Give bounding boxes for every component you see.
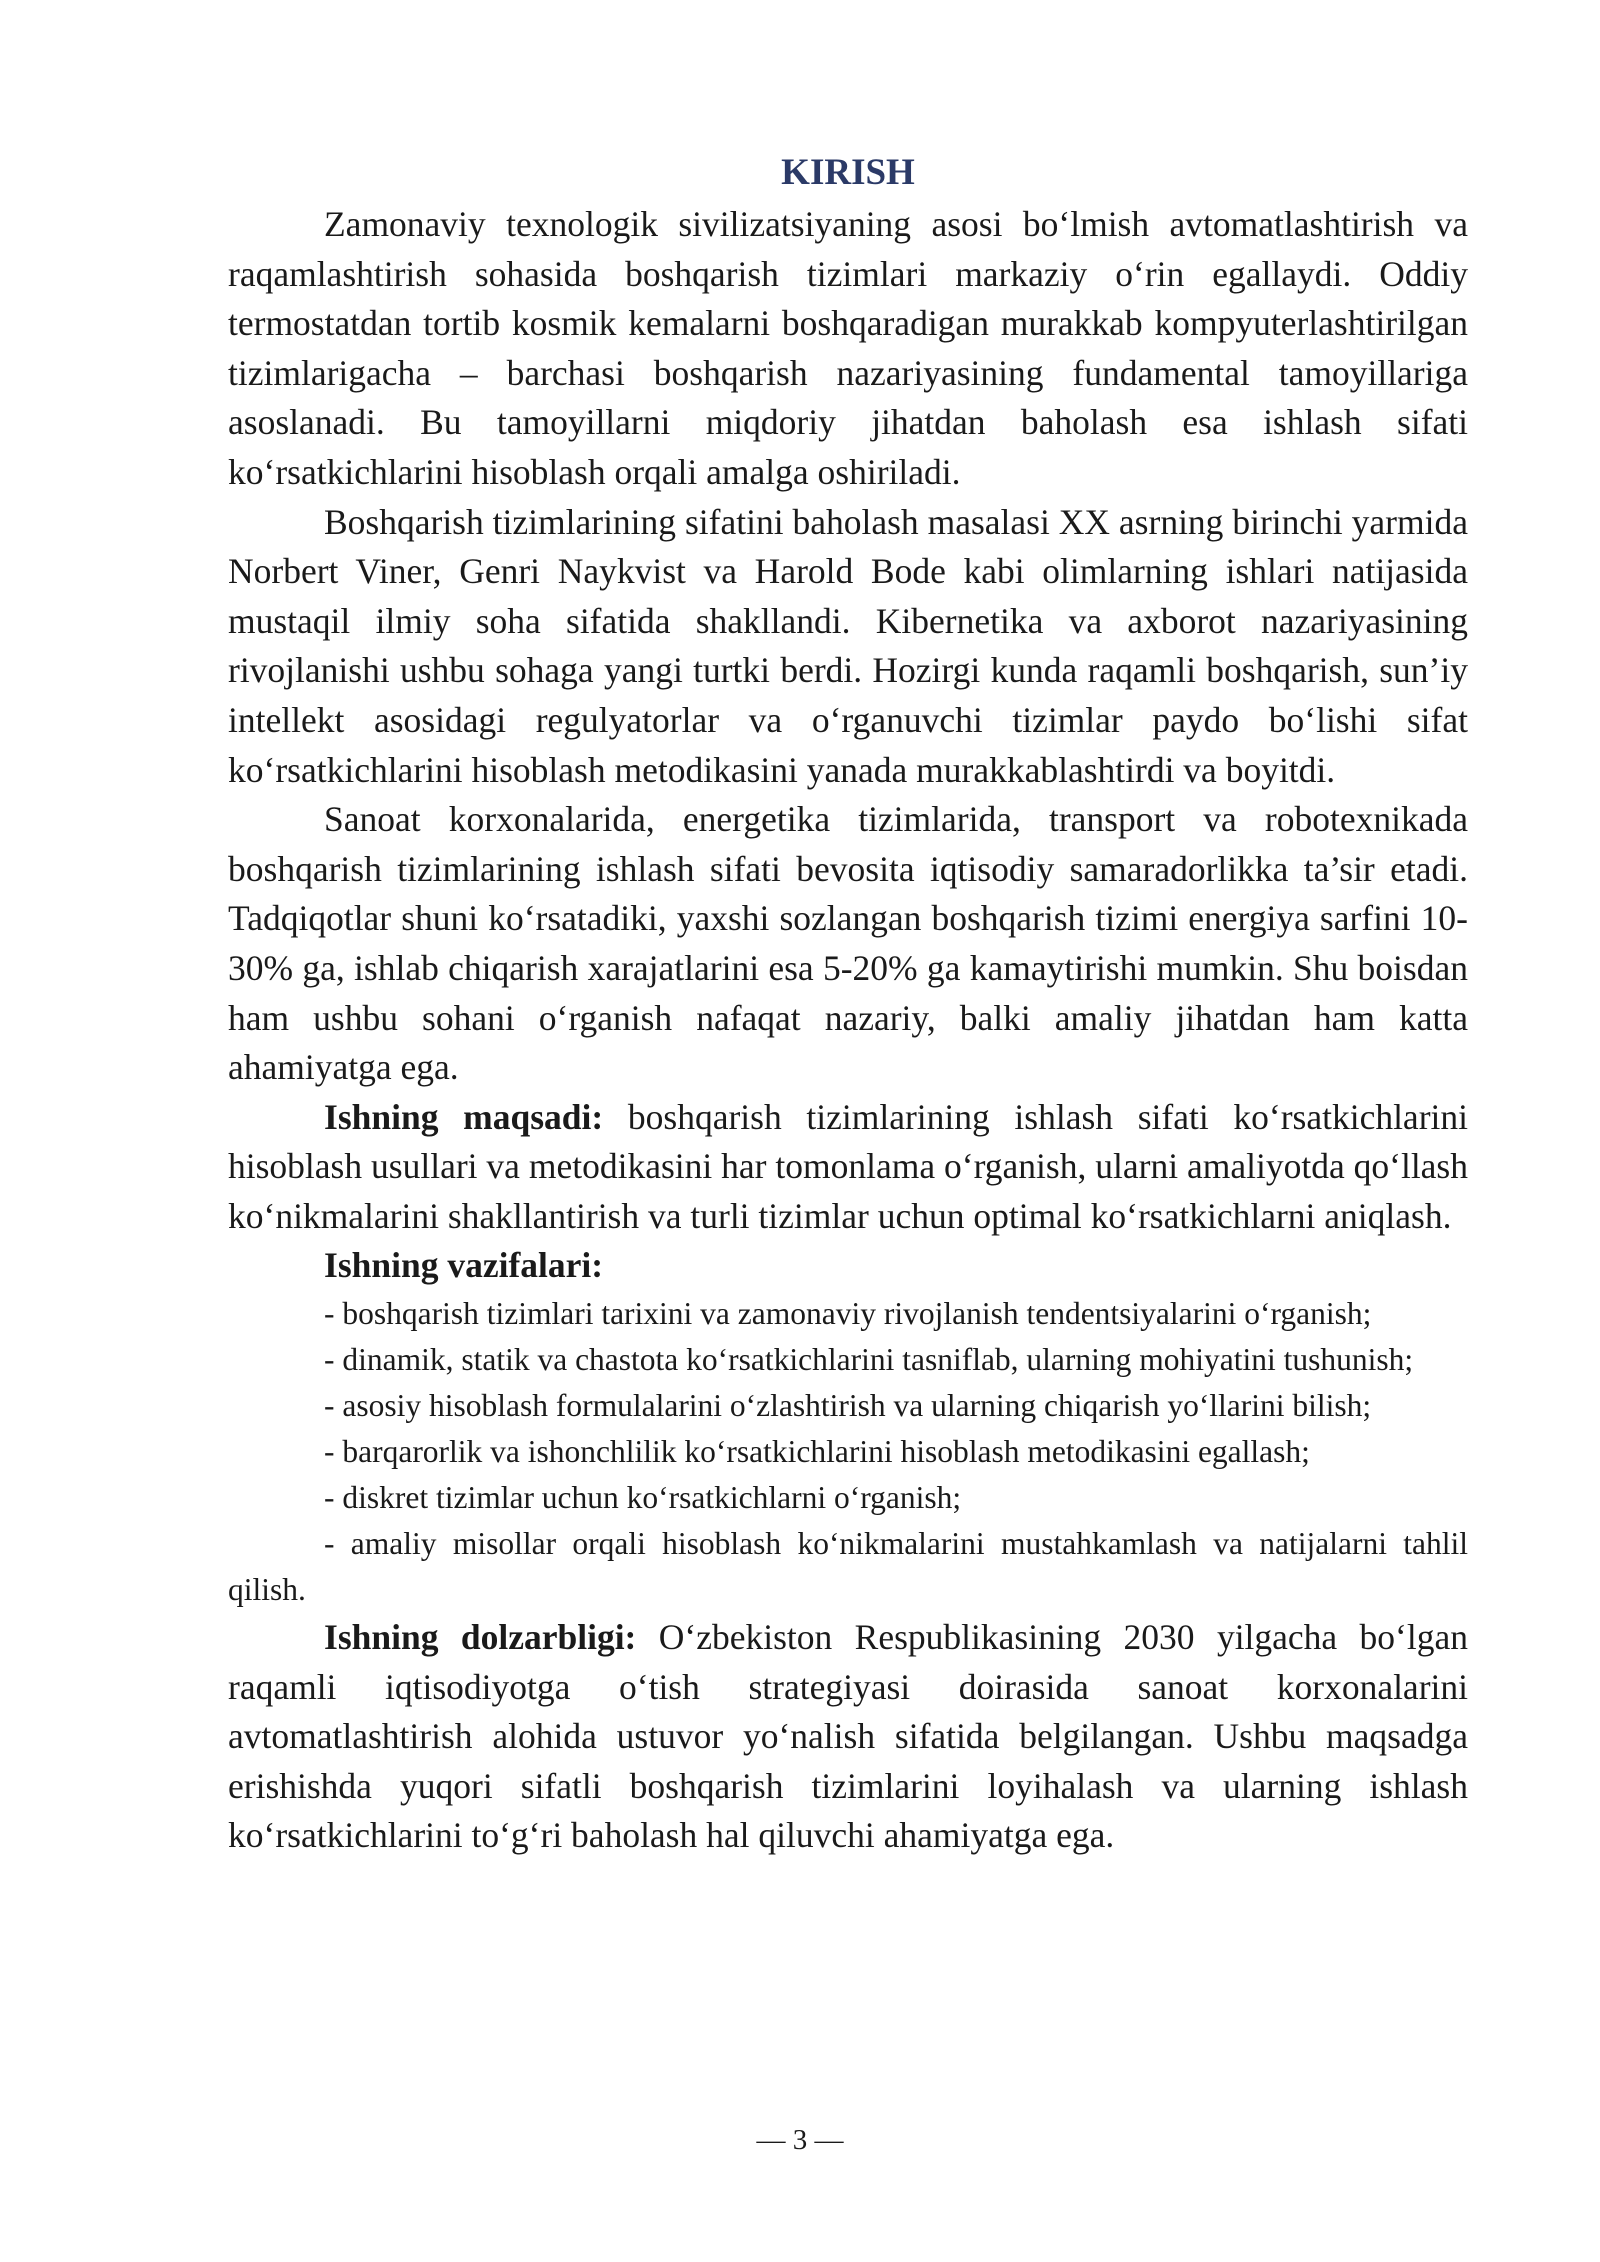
document-page (228, 148, 1468, 1861)
task-item: - barqarorlik va ishonchlilik ko‘rsatkichlarini hisoblash metodikasini egallash; (324, 1434, 1310, 1470)
task-item: - dinamik, statik va chastota ko‘rsatkichlarini tasniflab, ularning mohiyatini tushunish; (324, 1342, 1414, 1378)
section-title: KIRISH (781, 152, 915, 193)
task-item: - amaliy misollar orqali hisoblash ko‘nikmalarini mustahkamlash va natijalarni tahlil qilish. (228, 1526, 1468, 1608)
task-item: - asosiy hisoblash formulalarini o‘zlashtirish va ularning chiqarish yo‘llarini bilish; (324, 1388, 1372, 1424)
task-item: - boshqarish tizimlari tarixini va zamonaviy rivojlanish tendentsiyalarini o‘rganish; (324, 1296, 1372, 1332)
task-item: - diskret tizimlar uchun ko‘rsatkichlarni o‘rganish; (324, 1480, 962, 1516)
intro-paragraph-1: Zamonaviy texnologik sivilizatsiyaning asosi bo‘lmish avtomatlashtirish va raqamlashtirish sohasida boshqarish tizimlari markaziy o‘rin egallaydi. Oddiy termostatdan tortib kosmik kemalarni boshqaradigan murakkab kompyuterlashtirilgan tizimlarigacha – barchasi boshqarish nazariyasining fundamental tamoyillariga asoslanadi. Bu tamoyillarni miqdoriy jihatdan baholash esa ishlash sifati ko‘rsatkichlarini hisoblash orqali amalga oshiriladi. (228, 204, 1468, 492)
page-number: — 3 — (756, 2124, 844, 2156)
relevance-label: Ishning dolzarbligi: (324, 1617, 637, 1658)
intro-paragraph-2: Boshqarish tizimlarining sifatini baholash masalasi XX asrning birinchi yarmida Norbert Viner, Genri Naykvist va Harold Bode kabi olimlarning ishlari natijasida mustaqil ilmiy soha sifatida shakllandi. Kibernetika va axborot nazariyasining rivojlanishi ushbu sohaga yangi turtki berdi. Hozirgi kunda raqamli boshqarish, sun’iy intellekt asosidagi regulyatorlar va o‘rganuvchi tizimlar paydo bo‘lishi sifat ko‘rsatkichlarini hisoblash metodikasini yanada murakkablashtirdi va boyitdi. (228, 501, 1468, 790)
tasks-heading: Ishning vazifalari: (324, 1245, 604, 1286)
goal-paragraph (228, 1093, 1468, 1242)
goal-label: Ishning maqsadi: (324, 1096, 604, 1137)
relevance-text: O‘zbekiston Respublikasining 2030 yilgacha bo‘lgan raqamli iqtisodiyotga o‘tish strategiyasi doirasida sanoat korxonalarini avtomatlashtirish alohida ustuvor yo‘nalish sifatida belgilangan. Ushbu maqsadga erishishda yuqori sifatli boshqarish tizimlarini loyihalash va ularning ishlash ko‘rsatkichlarini to‘g‘ri baholash hal qiluvchi ahamiyatga ega. (228, 1617, 1469, 1856)
relevance-paragraph (228, 1613, 1468, 1861)
goal-text: boshqarish tizimlarining ishlash sifati ko‘rsatkichlarini hisoblash usullari va metodikasini har tomonlama o‘rganish, ularni amaliyotda qo‘llash ko‘nikmalarini shakllantirish va turli tizimlar uchun optimal ko‘rsatkichlarni aniqlash. (228, 1096, 1468, 1236)
intro-paragraph-3: Sanoat korxonalarida, energetika tizimlarida, transport va robotexnikada boshqarish tizimlarining ishlash sifati bevosita iqtisodiy samaradorlikka ta’sir etadi. Tadqiqotlar shuni ko‘rsatadiki, yaxshi sozlangan boshqarish tizimi energiya sarfini 10-30% ga, ishlab chiqarish xarajatlarini esa 5-20% ga kamaytirishi mumkin. Shu boisdan ham ushbu sohani o‘rganish nafaqat nazariy, balki amaliy jihatdan ham katta ahamiyatga ega. (228, 799, 1468, 1088)
